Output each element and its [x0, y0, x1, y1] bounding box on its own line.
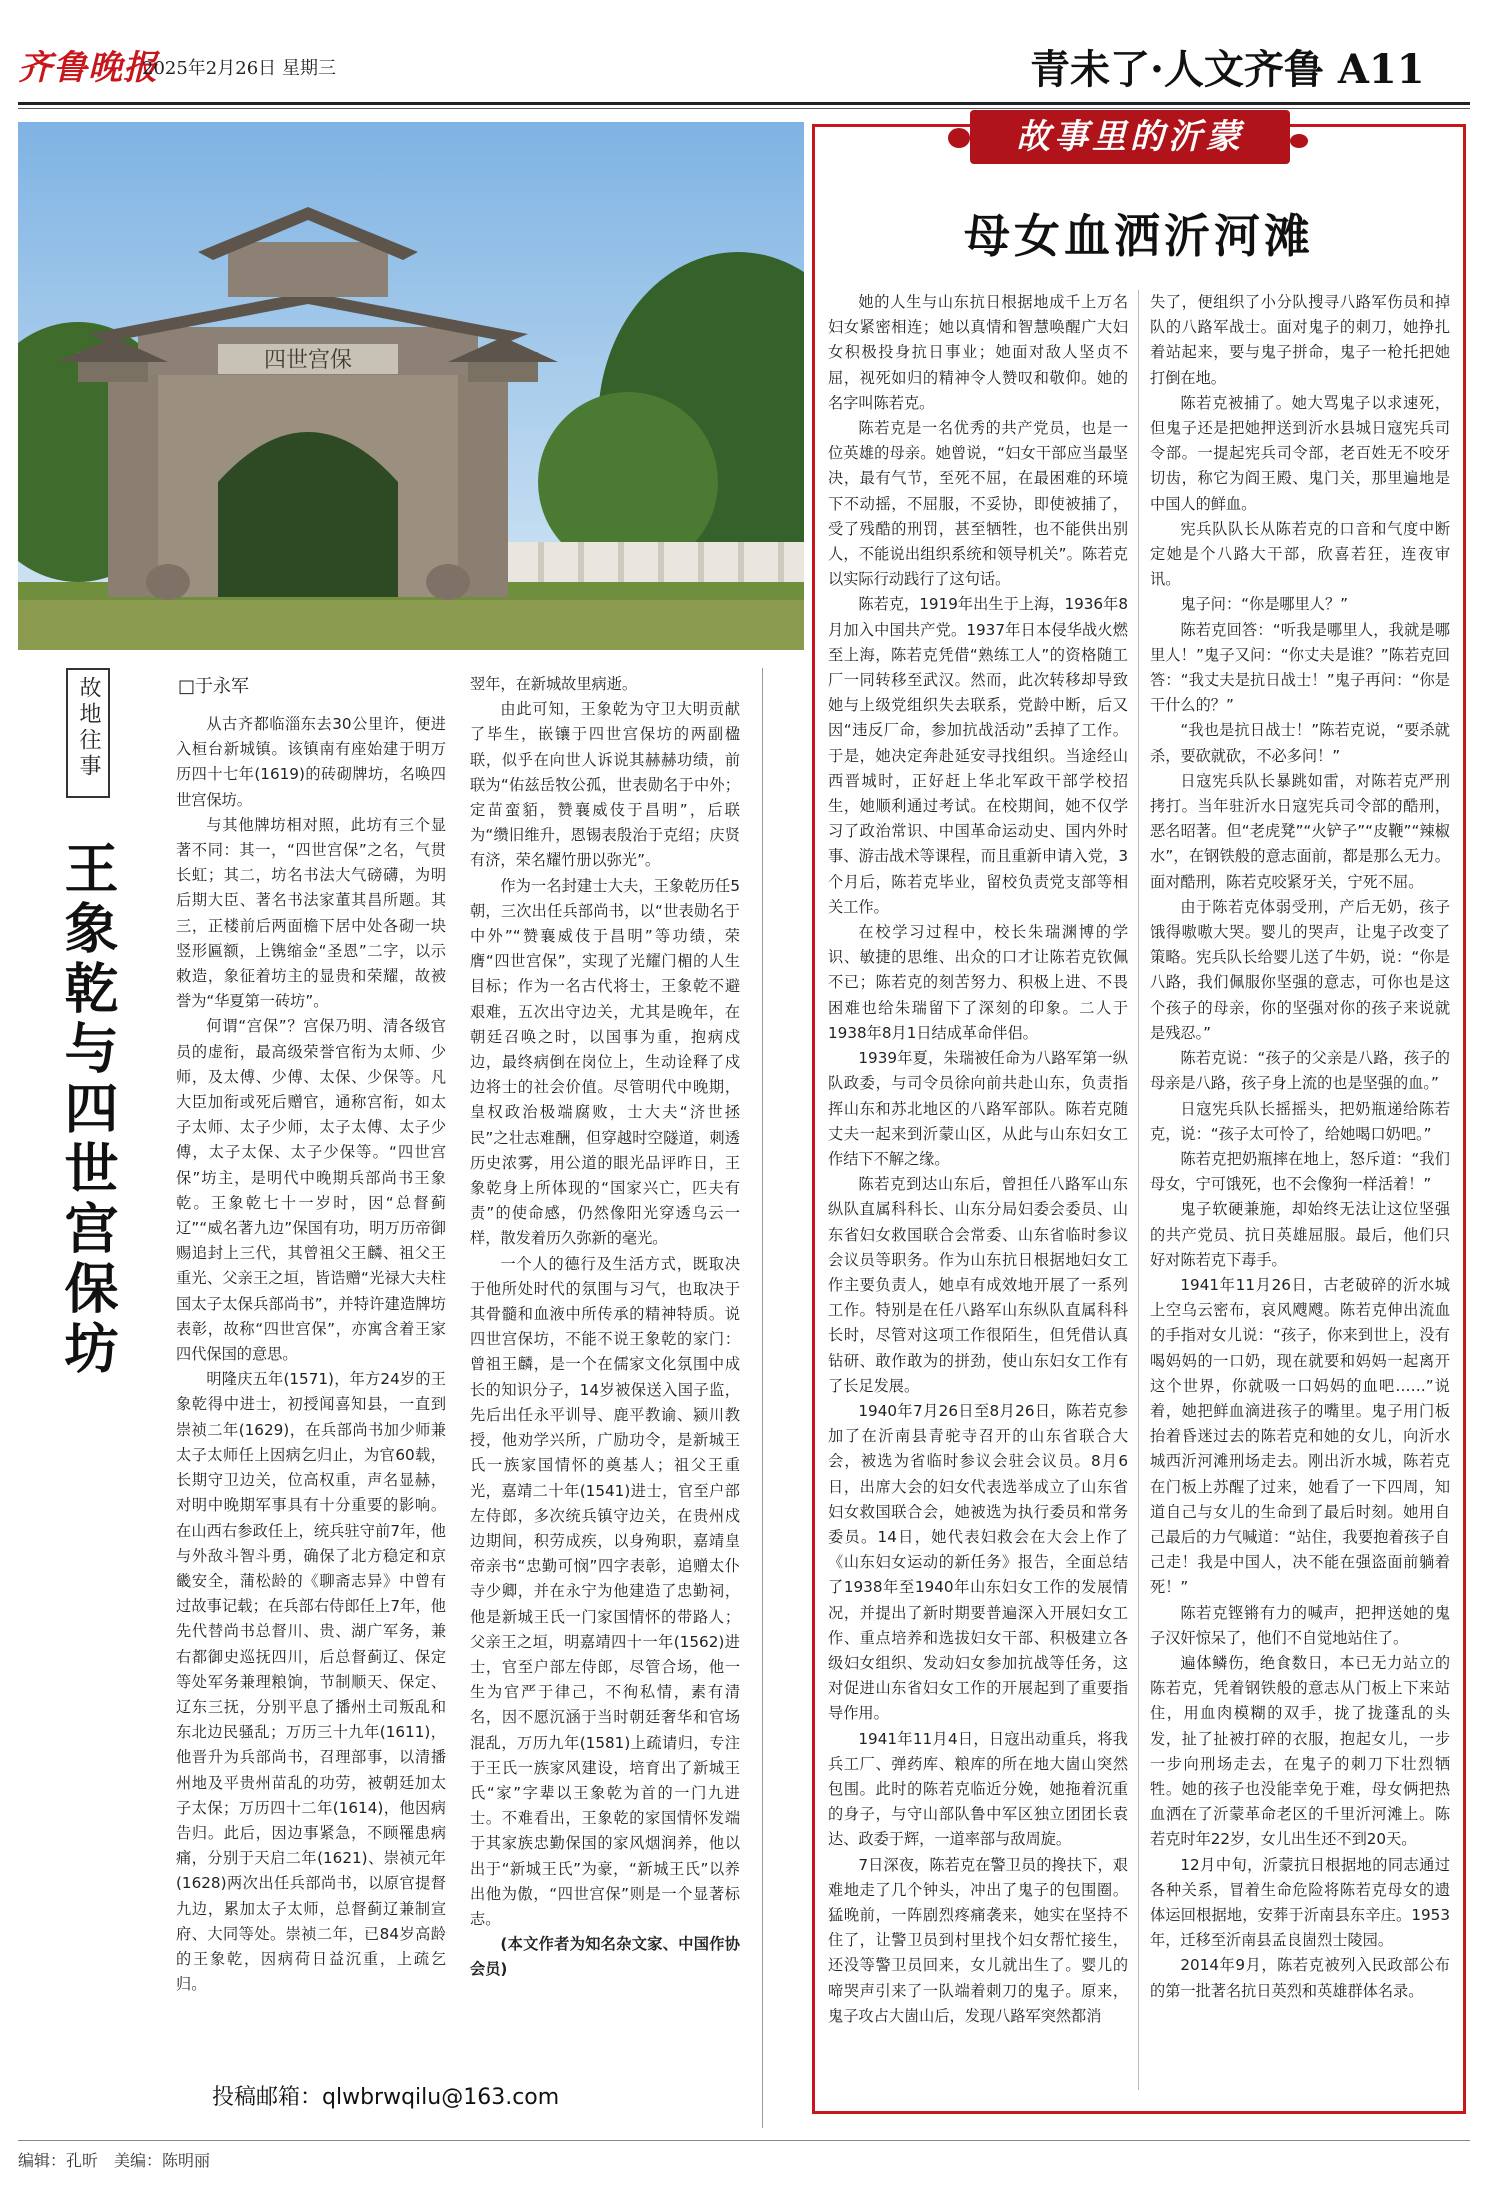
paragraph: 1941年11月4日，日寇出动重兵，将我兵工厂、弹药库、粮库的所在地大崮山突然包围。此时的陈若克临近分娩，她拖着沉重的身子，与守山部队鲁中军区独立团团长袁达、政委于辉，一道率部与敌周旋。 [828, 1729, 1128, 1849]
column-banner: 故事里的沂蒙 [970, 110, 1290, 164]
author-note: (本文作者为知名杂文家、中国作协会员) [470, 1935, 740, 1979]
paragraph: 陈若克是一名优秀的共产党员，也是一位英雄的母亲。她曾说，“妇女干部应当最坚决，最有气节，至死不屈，在最困难的环境下不动摇，不屈服，不妥协，即使被捕了，受了残酷的刑罚，甚至牺牲，也不能供出别人，不能说出组织系统和领导机关”。陈若克以实际行动践行了这句话。 [828, 419, 1128, 589]
left-article-column-2 [470, 672, 740, 2072]
left-article-author: □于永军 [178, 676, 250, 697]
paragraph: 1939年夏，朱瑞被任命为八路军第一纵队政委，与司令员徐向前共赴山东，负责指挥山东和苏北地区的八路军部队。陈若克随丈夫一起来到沂蒙山区，从此与山东妇女工作结下不解之缘。 [828, 1049, 1128, 1168]
paragraph: 由于陈若克体弱受刑，产后无奶，孩子饿得嗷嗷大哭。婴儿的哭声，让鬼子改变了策略。宪兵队长给婴儿送了牛奶，说：“你是八路，我们佩服你坚强的意志，可你也是这个孩子的母亲，你的坚强对你的孩子来说就是残忍。” [1150, 897, 1450, 1042]
banner-decoration [948, 128, 970, 148]
paragraph: 陈若克把奶瓶摔在地上，怒斥道：“我们母女，宁可饿死，也不会像狗一样活着！” [1150, 1149, 1450, 1194]
column-divider [762, 668, 763, 2128]
paragraph: 遍体鳞伤，绝食数日，本已无力站立的陈若克，凭着钢铁般的意志从门板上下来站住，用血肉模糊的双手，拢了拢蓬乱的头发，扯了扯被打碎的衣服，抱起女儿，一步一步向刑场走去，在鬼子的刺刀下壮烈牺牲。她的孩子也没能幸免于难，母女俩把热血洒在了沂蒙革命老区的千里沂河滩上。陈若克时年22岁，女儿出生还不到20天。 [1150, 1653, 1450, 1849]
header-divider [18, 102, 1470, 105]
paragraph: 12月中旬，沂蒙抗日根据地的同志通过各种关系，冒着生命危险将陈若克母女的遗体运回根据地，安葬于沂南县东辛庄。1953年，迁移至沂南县孟良崮烈士陵园。 [1150, 1855, 1450, 1950]
archway-plaque: 四世宫保 [263, 348, 353, 373]
paragraph: 陈若克说：“孩子的父亲是八路，孩子的母亲是八路，孩子身上流的也是坚强的血。” [1150, 1049, 1450, 1093]
archway-photo [18, 122, 804, 650]
paragraph: 陈若克到达山东后，曾担任八路军山东纵队直属科科长、山东分局妇委会委员、山东省妇女救国联合会常委、山东省临时参议会议员等职务。作为山东抗日根据地妇女工作主要负责人，她卓有成效地开展了一系列工作。特别是在任八路军山东纵队直属科科长时，尽管对这项工作很陌生，但凭借认真钻研、敢作敢为的拼劲，使山东妇女工作有了长足发展。 [828, 1175, 1128, 1395]
paragraph: 由此可知，王象乾为守卫大明贡献了毕生，嵌镶于四世宫保坊的两副楹联，似乎在向世人诉说其赫赫功绩，前联为“佑兹岳牧公孤，世表勋名于中外；定苗蛮貊，赞襄威伎于昌明”，后联为“缵旧维升，恩锡表殷治于克绍；庆贤有济，荣名耀竹册以弥光”。 [470, 700, 740, 870]
masthead-logo: 齐鲁晚报 [18, 48, 158, 88]
column-label [66, 668, 110, 798]
banner-decoration [1290, 134, 1308, 148]
footer-divider [18, 2140, 1470, 2141]
paragraph: 一个人的德行及生活方式，既取决于他所处时代的氛围与习气，也取决于其骨髓和血液中所传承的精神特质。说四世宫保坊，不能不说王象乾的家门：曾祖王麟，是一个在儒家文化氛围中成长的知识分子，14岁被保送入国子监，先后出任永平训导、鹿平教谕、颍川教授，他劝学兴所，广励功令，是新城王氏一族家国情怀的奠基人；祖父王重光，嘉靖二十年(1541)进士，官至户部左侍郎，多次统兵镇守边关，在贵州戍边期间，积劳成疾，以身殉职，嘉靖皇帝亲书“忠勤可悯”四字表彰，追赠太仆寺少卿，并在永宁为他建造了忠勤祠，他是新城王氏一门家国情怀的带路人；父亲王之垣，明嘉靖四十一年(1562)进士，官至户部左侍郎，尽管合场，他一生为官严于律己，不徇私情，素有清名，因不愿沉涵于当时朝廷奢华和官场混乱，万历九年(1581)上疏请归，专注于王氏一族家风建设，培育出了新城王氏“家”字辈以王象乾为首的一门九进士。不难看出，王象乾的家国情怀发端于其家族忠勤保国的家风烟润养，他以出于“新城王氏”为豪，“新城王氏”以养出他为傲，“四世宫保”则是一个显著标志。 [470, 1254, 740, 1928]
issue-weekday: 星期三 [282, 58, 336, 79]
section-title: 青未了·人文齐鲁 A11 [1030, 46, 1425, 93]
paragraph: 她的人生与山东抗日根据地成千上万名妇女紧密相连；她以真情和智慧唤醒广大妇女积极投身抗日事业；她面对敌人坚贞不屈，视死如归的精神令人赞叹和敬仰。她的名字叫陈若克。 [828, 293, 1128, 412]
paragraph: 与其他牌坊相对照，此坊有三个显著不同：其一，“四世宫保”之名，气贯长虹；其二，坊名书法大气磅礴，为明后期大臣、著名书法家董其昌所题。其三，正楼前后两面檐下居中处各砌一块竖形匾额，上镌缩金“圣恩”二字，以示敕造，象征着坊主的显贵和荣耀，故被誉为“华夏第一砖坊”。 [176, 815, 446, 1011]
paragraph: 7日深夜，陈若克在警卫员的搀扶下，艰难地走了几个钟头，冲出了鬼子的包围圈。猛晚前，一阵剧烈疼痛袭来，她实在坚持不住了，让警卫员到村里找个妇女帮忙接生，还没等警卫员回来，女儿就出生了。婴儿的啼哭声引来了一队端着刺刀的鬼子。原来，鬼子攻占大崮山后，发现八路军突然都消 [828, 1855, 1128, 2025]
paragraph: 陈若克被捕了。她大骂鬼子以求速死，但鬼子还是把她押送到沂水县城日寇宪兵司令部。一提起宪兵司令部，老百姓无不咬牙切齿，称它为阎王殿、鬼门关，那里遍地是中国人的鲜血。 [1150, 393, 1450, 513]
paragraph: 明隆庆五年(1571)，年方24岁的王象乾得中进士，初授闻喜知县，一直到崇祯二年(1629)，在兵部尚书加少师兼太子太师任上因病乞归止，为官60载，长期守卫边关，位高权重，声名显赫，对明中晚期军事具有十分重要的影响。在山西右参政任上，统兵驻守前7年，他与外敌斗智斗勇，确保了北方稳定和京畿安全，蒲松龄的《聊斋志异》中曾有过故事记载；在兵部右侍郎任上7年，他先代替尚书总督川、贵、湖广军务，兼右都御史巡抚四川，后总督蓟辽、保定等处军务兼理粮饷，节制顺天、保定、辽东三抚，分别平息了播州土司叛乱和东北边民骚乱；万历三十九年(1611)，他晋升为兵部尚书，召理部事，以清播州地及平贵州苗乱的功劳，被朝廷加太子太保；万历四十二年(1614)，他因病告归。此后，因边事紧急，不顾罹患病痛，分别于天启二年(1621)、崇祯元年(1628)两次出任兵部尚书，以原官提督九边，累加太子太师，总督蓟辽兼制宣府、大同等处。崇祯二年，已84岁高龄的王象乾，因病荷日益沉重，上疏乞归。 [176, 1370, 446, 1994]
paragraph: 陈若克，1919年出生于上海，1936年8月加入中国共产党。1937年日本侵华战火燃至上海，陈若克凭借“熟练工人”的资格随工厂一同转移至武汉。然而，此次转移却导致她与上级党组织失去联系，党龄中断，后又因“违反厂命，参加抗战活动”丢掉了工作。于是，她决定奔赴延安寻找组织。当途经山西晋城时，正好赶上华北军政干部学校招生，她顺利通过考试。在校期间，她不仅学习了政治常识、中国革命运动史、国内外时事、游击战术等课程，而且重新申请入党，3个月后，陈若克毕业，留校负责党支部等相关工作。 [828, 595, 1128, 916]
right-article-column-1 [828, 290, 1128, 2100]
paragraph: 陈若克回答：“听我是哪里人，我就是哪里人！”鬼子又问：“你丈夫是谁？”陈若克回答：“我丈夫是抗日战士！”鬼子再问：“你是干什么的？” [1150, 620, 1450, 715]
paragraph: 失了，便组织了小分队搜寻八路军伤员和掉队的八路军战士。面对鬼子的刺刀，她挣扎着站起来，要与鬼子拼命，鬼子一枪托把她打倒在地。 [1150, 293, 1450, 387]
paragraph: 翌年，在新城故里病逝。 [470, 675, 638, 693]
paragraph: 1940年7月26日至8月26日，陈若克参加了在沂南县青驼寺召开的山东省联合大会，被选为省临时参议会驻会议员。8月6日，出席大会的妇女代表选举成立了山东省妇女救国联合会，她被选为执行委员和常务委员。14日，她代表妇救会在大会上作了《山东妇女运动的新任务》报告，全面总结了1938年至1940年山东妇女工作的发展情况，并提出了新时期要普遍深入开展妇女工作、重点培养和选拔妇女干部、积极建立各级妇女组织、发动妇女参加抗战等任务，这对促进山东省妇女工作的开展起到了重要指导作用。 [828, 1401, 1128, 1723]
left-article-title: 王象乾与四世宫保坊 [56, 840, 120, 1380]
header-divider-thin [18, 108, 1470, 109]
issue-date: 2025年2月26日 [142, 58, 277, 79]
paragraph: 日寇宪兵队长摇摇头，把奶瓶递给陈若克，说：“孩子太可怜了，给她喝口奶吧。” [1150, 1099, 1450, 1143]
right-article-column-2 [1150, 290, 1450, 2100]
column-divider [1138, 290, 1139, 2090]
paragraph: 何谓“宫保”？宫保乃明、清各级官员的虚衔，最高级荣誉官衔为太师、少师，及太傅、少傅、太保、少保等。凡大臣加衔或死后赠官，通称宫衔，如太子太师、太子少师，太子太傅、太子少傅，太子太保、太子少保等。“四世宫保”坊主，是明代中晚期兵部尚书王象乾。王象乾七十一岁时，因“总督蓟辽”“威名著九边”保国有功，明万历帝御赐追封上三代，其曾祖父王麟、祖父王重光、父亲王之垣，皆诰赠“光禄大夫柱国太子太保兵部尚书”，并特许建造牌坊表彰，故称“四世宫保”，亦寓含着王家四代保国的意思。 [176, 1017, 446, 1364]
paragraph: 2014年9月，陈若克被列入民政部公布的第一批著名抗日英烈和英雄群体名录。 [1150, 1956, 1450, 2000]
paragraph: 陈若克铿锵有力的喊声，把押送她的鬼子汉奸惊呆了，他们不自觉地站住了。 [1150, 1603, 1450, 1647]
paragraph: “我也是抗日战士！”陈若克说，“要杀就杀，要砍就砍，不必多问！” [1150, 721, 1450, 765]
archway-illustration [18, 122, 804, 650]
paragraph: 在校学习过程中，校长朱瑞渊博的学识、敏捷的思维、出众的口才让陈若克钦佩不已；陈若克的刻苦努力、积极上进、不畏困难也给朱瑞留下了深刻的印象。二人于1938年8月1日结成革命伴侣。 [828, 923, 1128, 1042]
column-label-text: 故地往事 [76, 676, 101, 780]
paragraph: 作为一名封建士大夫，王象乾历任5朝，三次出任兵部尚书，以“世表勋名于中外”“赞襄威伎于昌明”等功绩，荣膺“四世宫保”，实现了光耀门楣的人生目标；作为一名古代将士，王象乾不避艰难，五次出守边关，尤其是晚年，在朝廷召唤之时，以国事为重，抱病戍边，最终病倒在岗位上，生动诠释了戍边将士的社会价值。尽管明代中晚期，皇权政治极端腐败，士大夫“济世拯民”之壮志难酬，但穿越时空隧道，刺透历史浓雾，用公道的眼光品评昨日，王象乾身上所体现的“国家兴亡，匹夫有责”的使命感，仍然像阳光穿透乌云一样，散发着历久弥新的毫光。 [470, 876, 740, 1248]
paragraph: 1941年11月26日，古老破碎的沂水城上空乌云密布，哀风飕飕。陈若克伸出流血的手指对女儿说：“孩子，你来到世上，没有喝妈妈的一口奶，现在就要和妈妈一起离开这个世界，你就吸一口妈妈的血吧……”说着，她把鲜血滴进孩子的嘴里。鬼子用门板抬着昏迷过去的陈若克和她的女儿，向沂水城西沂河滩刑场走去。刚出沂水城，陈若克在门板上苏醒了过来，她看了一下四周，知道自己与女儿的生命到了最后时刻。她用自己最后的力气喊道：“站住，我要抱着孩子自己走！我是中国人，决不能在强盗面前躺着死！” [1150, 1275, 1450, 1597]
paragraph: 从古齐都临淄东去30公里许，便进入桓台新城镇。该镇南有座始建于明万历四十七年(1619)的砖砌牌坊，名唤四世宫保坊。 [176, 715, 446, 809]
paragraph: 日寇宪兵队长暴跳如雷，对陈若克严刑拷打。当年驻沂水日寇宪兵司令部的酷刑，恶名昭著。但“老虎凳”“火铲子”“皮鞭”“辣椒水”，在钢铁般的意志面前，都是那么无力。面对酷刑，陈若克咬紧牙关，宁死不屈。 [1150, 771, 1450, 891]
submission-email: 投稿邮箱：qlwbrwqilu@163.com [212, 2085, 560, 2110]
paragraph: 鬼子问：“你是哪里人？” [1180, 595, 1349, 614]
left-article-column-1 [176, 712, 446, 2072]
paragraph: 宪兵队队长从陈若克的口音和气度中断定她是个八路大干部，欣喜若狂，连夜审讯。 [1150, 519, 1450, 589]
right-article-title: 母女血洒沂河滩 [964, 209, 1314, 263]
paragraph: 鬼子软硬兼施，却始终无法让这位坚强的共产党员、抗日英雄屈服。最后，他们只好对陈若克下毒手。 [1150, 1200, 1450, 1269]
footer-credits: 编辑：孔昕 美编：陈明丽 [18, 2151, 211, 2170]
